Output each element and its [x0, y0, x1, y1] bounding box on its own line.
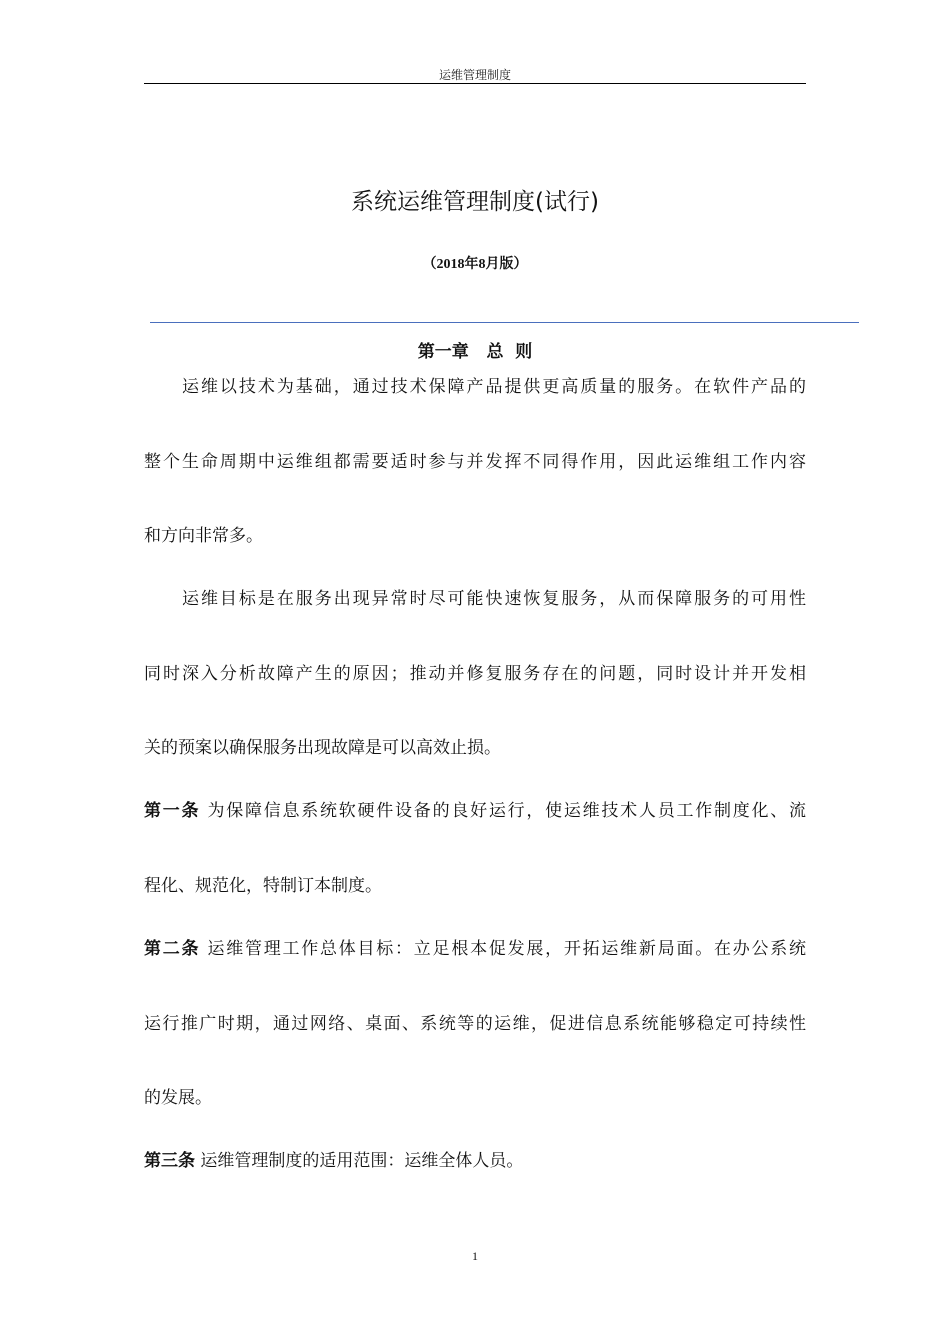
page-number: 1 [472, 1249, 478, 1263]
header-divider [144, 83, 806, 84]
paragraph-line: 同时深入分析故障产生的原因；推动并修复服务存在的问题，同时设计并开发相 [144, 664, 806, 684]
article-label: 第一条 [144, 801, 201, 821]
article-text: 为保障信息系统软硬件设备的良好运行，使运维技术人员工作制度化、流 [207, 801, 807, 821]
document-version: （2018年8月版） [422, 257, 528, 272]
header-title: 运维管理制度 [438, 68, 511, 82]
article-line [144, 798, 806, 824]
article-line: 运行推广时期，通过网络、桌面、系统等的运维，促进信息系统能够稳定可持续性 [144, 1014, 806, 1034]
paragraph-line: 运维以技术为基础，通过技术保障产品提供更高质量的服务。在软件产品的 [182, 377, 806, 397]
article-label: 第二条 [144, 939, 201, 959]
article-label: 第三条 [144, 1151, 195, 1171]
article-text: 运维管理制度的适用范围：运维全体人员。 [200, 1151, 524, 1171]
paragraph-line: 整个生命周期中运维组都需要适时参与并发挥不同得作用，因此运维组工作内容 [144, 452, 806, 472]
article-line [144, 936, 806, 962]
article-text: 运维管理工作总体目标：立足根本促发展，开拓运维新局面。在办公系统 [207, 939, 807, 959]
paragraph-line: 关的预案以确保服务出现故障是可以高效止损。 [144, 738, 501, 758]
title-divider [150, 322, 859, 323]
paragraph-line: 运维目标是在服务出现异常时尽可能快速恢复服务，从而保障服务的可用性 [182, 589, 806, 609]
article-line: 程化、规范化，特制订本制度。 [144, 876, 382, 896]
document-title: 系统运维管理制度(试行) [351, 189, 599, 215]
paragraph-line: 和方向非常多。 [144, 526, 263, 546]
article-line: 的发展。 [144, 1088, 212, 1108]
chapter-heading: 第一章 总 则 [417, 342, 533, 362]
article-line [144, 1148, 806, 1174]
